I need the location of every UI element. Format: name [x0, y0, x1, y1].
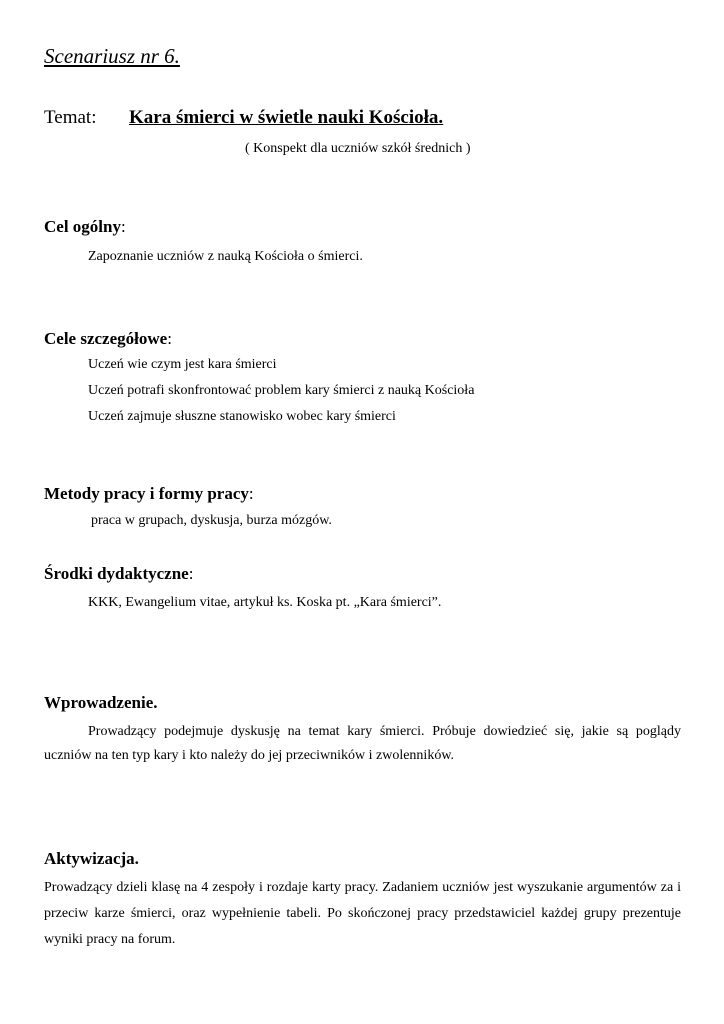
introduction-heading: Wprowadzenie.	[44, 693, 158, 712]
methods-heading-colon: :	[248, 484, 254, 503]
specific-goals-heading	[44, 329, 172, 349]
activation-paragraph: Prowadzący dzieli klasę na 4 zespoły i rozdaje karty pracy. Zadaniem uczniów jest wyszukanie argumentów za i przeciw karze śmierci, oraz wypełnienie tabeli. Po skończonej pracy przedstawiciel każdej grupy prezentuje wyniki pracy na forum.	[44, 880, 681, 947]
specific-goals-heading-text: Cele szczegółowe	[44, 329, 168, 348]
specific-goal-item: Uczeń zajmuje słuszne stanowisko wobec kary śmierci	[88, 409, 396, 424]
specific-goals-heading-colon: :	[167, 329, 172, 348]
general-goal-heading-text: Cel ogólny	[44, 217, 121, 236]
methods-text: praca w grupach, dyskusja, burza mózgów.	[91, 513, 332, 528]
introduction-paragraph: Prowadzący podejmuje dyskusję na temat kary śmierci. Próbuje dowiedzieć się, jakie są poglądy uczniów na ten typ kary i kto należy do jej przeciwników i zwolenników.	[44, 724, 681, 763]
methods-heading	[44, 484, 254, 504]
general-goal-heading-colon: :	[120, 217, 126, 236]
general-goal-text: Zapoznanie uczniów z nauką Kościoła o śmierci.	[88, 249, 363, 264]
didactic-means-heading	[44, 564, 193, 584]
didactic-means-text: KKK, Ewangelium vitae, artykuł ks. Koska pt. „Kara śmierci”.	[88, 595, 442, 610]
activation-heading: Aktywizacja.	[44, 849, 139, 868]
specific-goal-item: Uczeń potrafi skonfrontować problem kary śmierci z nauką Kościoła	[88, 383, 475, 398]
methods-heading-text: Metody pracy i formy pracy	[44, 484, 249, 503]
topic-label: Temat:	[44, 107, 97, 128]
document-subtitle: ( Konspekt dla uczniów szkół średnich )	[245, 141, 471, 156]
general-goal-heading	[44, 217, 126, 237]
document-title: Scenariusz nr 6.	[44, 44, 180, 68]
didactic-means-heading-colon: :	[188, 564, 194, 583]
specific-goal-item: Uczeń wie czym jest kara śmierci	[88, 357, 277, 372]
topic-title: Kara śmierci w świetle nauki Kościoła.	[129, 107, 444, 128]
didactic-means-heading-text: Środki dydaktyczne	[44, 564, 189, 583]
